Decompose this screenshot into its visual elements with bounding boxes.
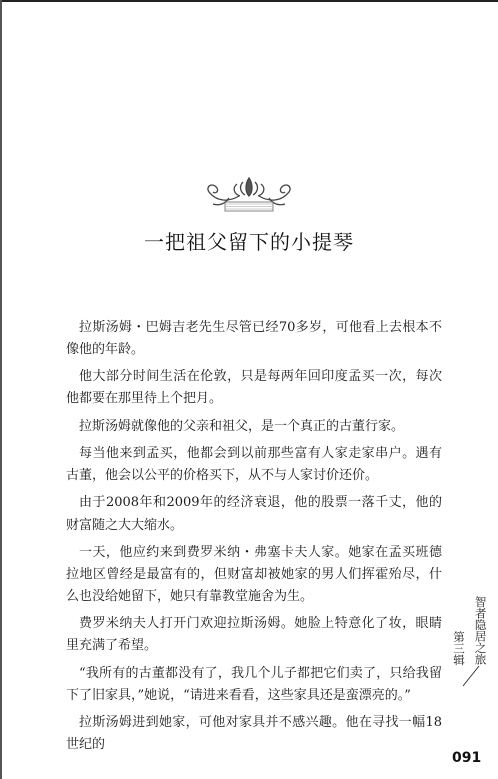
paragraph: 一天，他应约来到费罗米纳・弗塞卡夫人家。她家在孟买班德拉地区曾经是最富有的，但财富却被她家的男人们挥霍殆尽，什么也没给她留下，她只有靠教堂施舍为生。 — [66, 544, 442, 604]
page-number: 091 — [452, 750, 482, 766]
decorative-ornament-icon — [199, 172, 299, 212]
paragraph: “我所有的古董都没有了，我几个儿子都把它们卖了，只给我留下了旧家具，”她说，“请进来看看，这些家具还是蛮漂亮的。” — [66, 665, 442, 703]
paragraph: 费罗米纳夫人打开门欢迎拉斯汤姆。她脸上特意化了妆，眼睛里充满了希望。 — [66, 616, 442, 654]
page-left-border — [0, 0, 2, 779]
body-text — [66, 317, 442, 761]
paragraph: 每当他来到孟买，他都会到以前那些富有人家走家串户。遇有古董，他会以公平的价格买下，从不与人家讨价还价。 — [66, 446, 442, 484]
slash-divider-icon — [459, 664, 483, 688]
paragraph: 拉斯汤姆进到她家，可他对家具并不感兴趣。他在寻找一幅18世纪的 — [66, 715, 442, 753]
paragraph: 由于2008年和2009年的经济衰退，他的股票一落千丈，他的财富随之大大缩水。 — [66, 495, 442, 533]
chapter-title: 一把祖父留下的小提琴 — [144, 230, 354, 254]
paragraph: 他大部分时间生活在伦敦，只是每两年回印度孟买一次，每次他都要在那里待上个把月。 — [66, 369, 442, 407]
section-label: 智者隐居之旅 — [473, 596, 488, 665]
paragraph: 拉斯汤姆就像他的父亲和祖父，是一个真正的古董行家。 — [79, 418, 405, 434]
part-label: 第三辑 — [452, 630, 466, 665]
running-header — [451, 596, 491, 668]
page-top-border — [0, 0, 498, 2]
paragraph: 拉斯汤姆・巴姆吉老先生尽管已经70多岁，可他看上去根本不像他的年龄。 — [66, 320, 442, 358]
